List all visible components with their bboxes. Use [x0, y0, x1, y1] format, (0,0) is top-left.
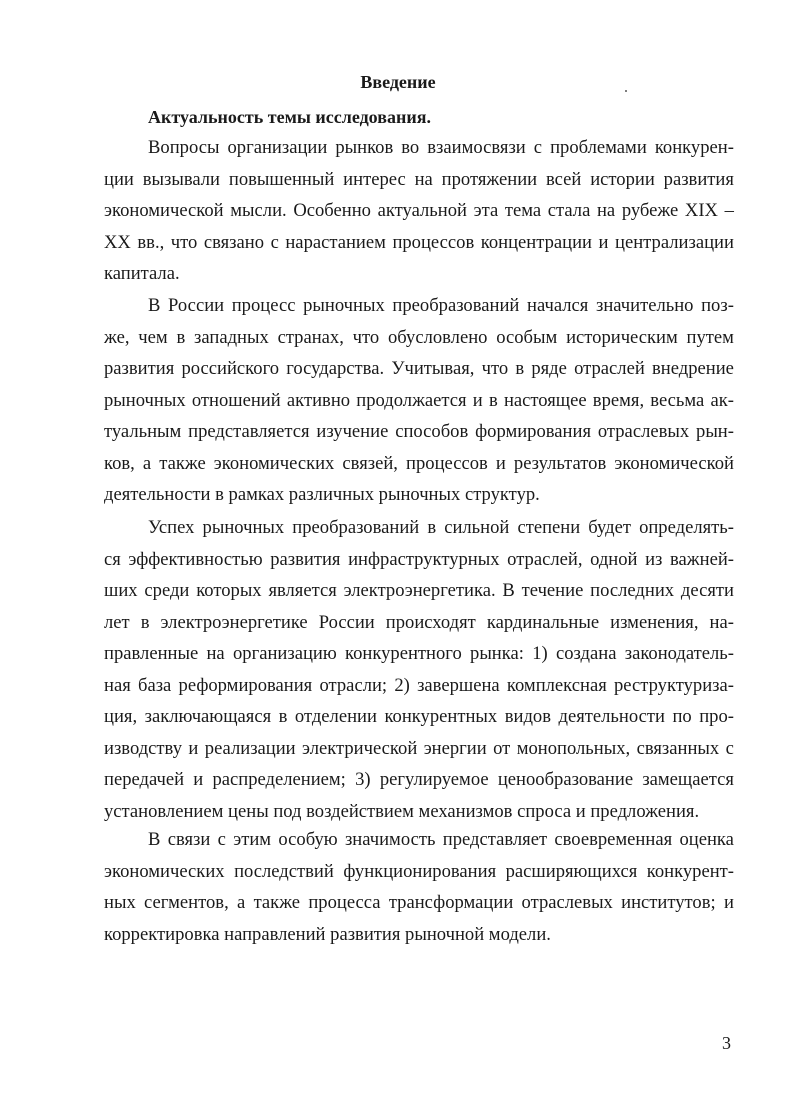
text-line: деятельности в рамках различных рыночных структур. — [104, 484, 540, 505]
page-number: 3 — [722, 1033, 731, 1053]
text-line: изводству и реализации электрической энергии от монопольных, связанных с — [104, 737, 734, 759]
text-line: Вопросы организации рынков во взаимосвязи с проблемами конкурен- — [148, 137, 734, 158]
text-line: ся эффективностью развития инфраструктурных отраслей, одной из важней- — [104, 548, 734, 570]
text-line: лет в электроэнергетике России происходят кардинальные изменения, на- — [104, 611, 734, 633]
text-line: ная база реформирования отрасли; 2) завершена комплексная реструктуриза- — [104, 674, 734, 696]
text-line: правленные на организацию конкурентного рынка: 1) создана законодатель- — [104, 643, 734, 664]
text-line: передачей и распределением; 3) регулируемое ценообразование замещается — [104, 769, 734, 790]
text-line: ция, заключающаяся в отделении конкурентных видов деятельности по про- — [104, 706, 734, 727]
text-line: ных сегментов, а также процесса трансформации отраслевых институтов; и — [104, 892, 734, 913]
text-line: туальным представляется изучение способов формирования отраслевых рын- — [104, 421, 734, 442]
text-line: установлением цены под воздействием механизмов спроса и предложения. — [104, 800, 700, 822]
text-line: XX вв., что связано с нарастанием процессов концентрации и централизации — [104, 231, 734, 253]
page-title: Введение — [360, 72, 436, 92]
text-line: Успех рыночных преобразований в сильной степени будет определять- — [148, 517, 734, 538]
text-line: экономических последствий функционирования расширяющихся конкурент- — [104, 860, 734, 882]
text-line: ков, а также экономических связей, процессов и результатов экономической — [104, 452, 734, 474]
text-line: ших среди которых является электроэнергетика. В течение последних десяти — [104, 580, 734, 601]
section-subheading: Актуальность темы исследования. — [148, 107, 431, 127]
text-line: ции вызывали повышенный интерес на протяжении всей истории развития — [104, 168, 734, 190]
text-line: В России процесс рыночных преобразований начался значительно поз- — [148, 295, 734, 316]
text-line: В связи с этим особую значимость представляет своевременная оценка — [148, 829, 734, 850]
text-line: рыночных отношений активно продолжается и в настоящее время, весьма ак- — [104, 389, 734, 411]
text-line: развития российского государства. Учитывая, что в ряде отраслей внедрение — [104, 358, 734, 379]
text-line: экономической мысли. Особенно актуальной эта тема стала на рубеже XIX – — [104, 200, 734, 221]
text-line: же, чем в западных странах, что обусловлено особым историческим путем — [104, 326, 734, 348]
text-line: корректировка направлений развития рыночной модели. — [104, 923, 551, 945]
text-line: капитала. — [104, 263, 180, 284]
